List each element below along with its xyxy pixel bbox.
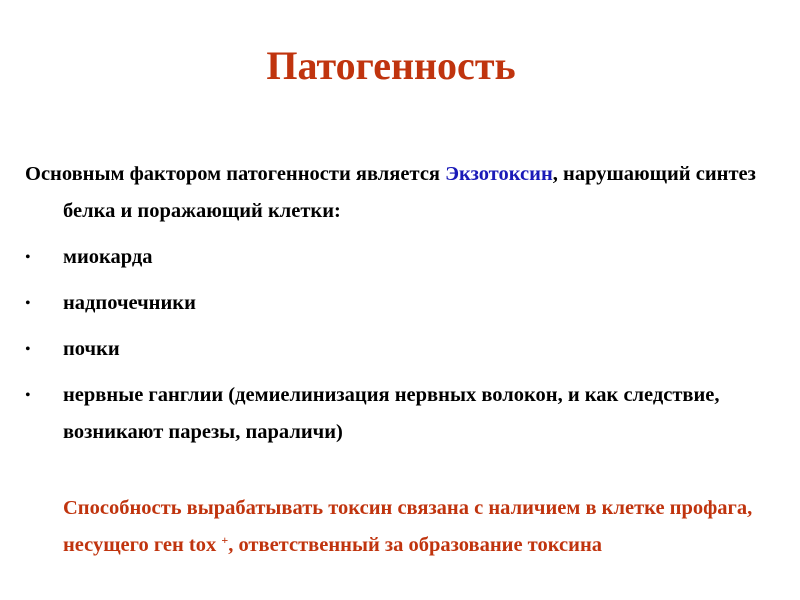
- list-item-text: надпочечники: [63, 292, 196, 314]
- list-item: [25, 285, 790, 322]
- bullet-marker: •: [25, 341, 31, 358]
- intro-text-start: Основным фактором патогенности является: [25, 163, 446, 185]
- list-item: [25, 239, 790, 276]
- target-cells-list: [25, 239, 790, 451]
- list-item: [25, 377, 790, 451]
- list-item-text: нервные ганглии (демиелинизация нервных волокон, и как следствие, возникают парезы, параличи): [63, 384, 720, 443]
- note-text-end: , ответственный за образование токсина: [228, 534, 603, 556]
- bullet-marker: •: [25, 249, 31, 266]
- note-superscript: +: [221, 533, 229, 547]
- note-text-start: Способность вырабатывать токсин связана с наличием в клетке профага, несущего ген tox: [63, 497, 753, 556]
- slide-title: Патогенность: [266, 43, 516, 88]
- list-item: [25, 331, 790, 368]
- list-item-text: почки: [63, 338, 120, 360]
- intro-paragraph: [25, 156, 790, 230]
- intro-text-end: , нарушающий синтез белка и поражающий клетки:: [63, 163, 756, 222]
- exotoxin-highlight: Экзотоксин: [445, 163, 553, 185]
- slide-body: [25, 156, 790, 585]
- bullet-marker: •: [25, 387, 31, 404]
- bullet-marker: •: [25, 295, 31, 312]
- list-item-text: миокарда: [63, 246, 153, 268]
- note-paragraph: [25, 490, 790, 564]
